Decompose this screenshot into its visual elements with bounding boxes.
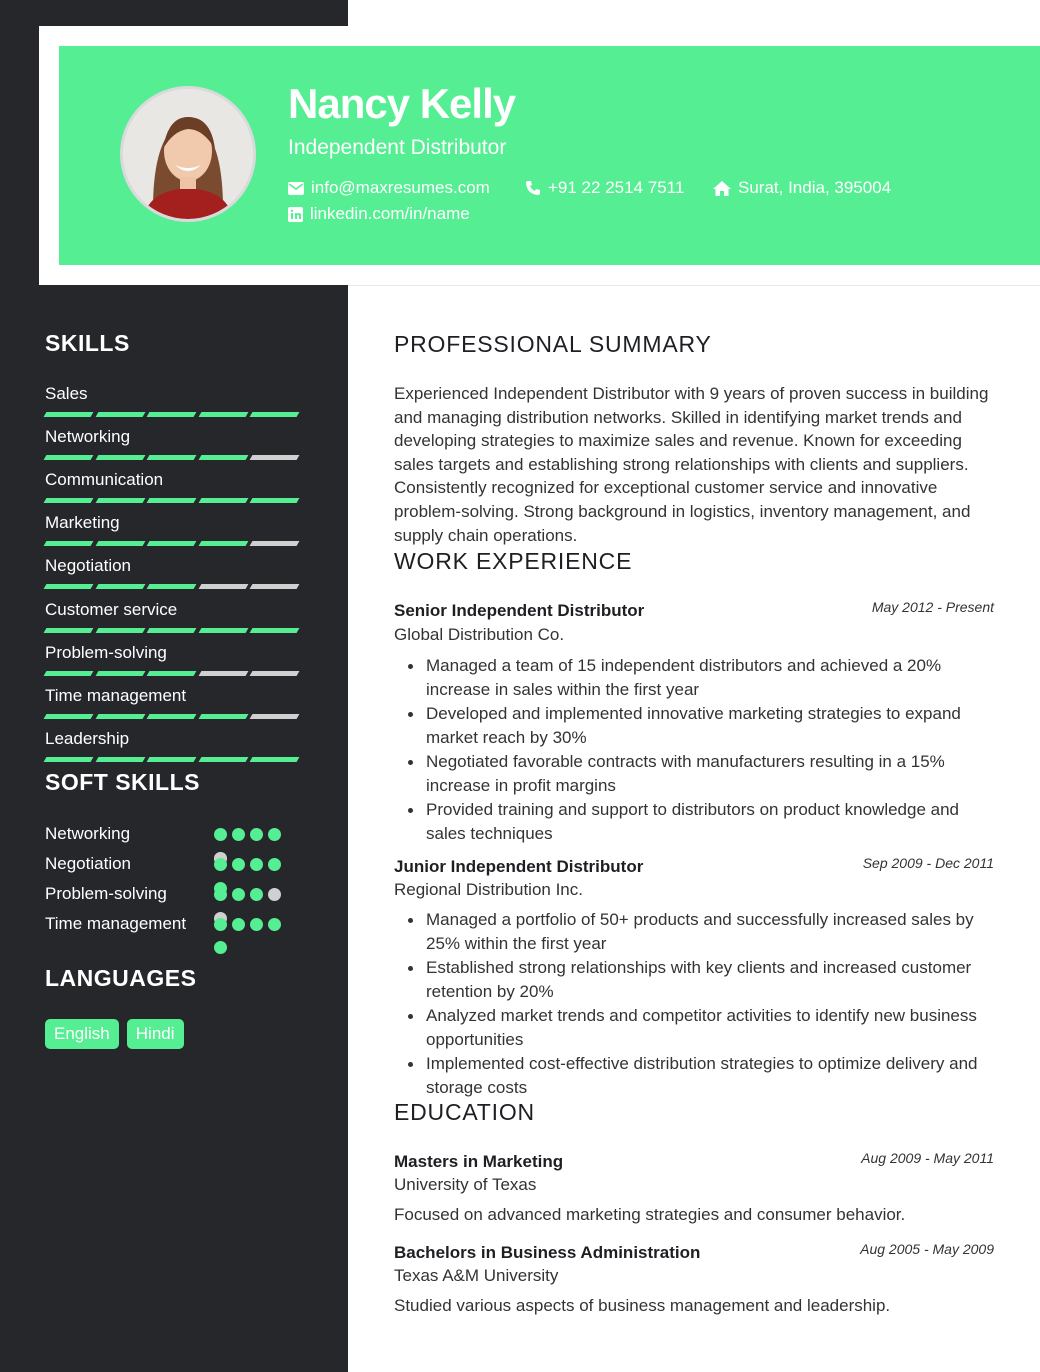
- soft-skill-name: Problem-solving: [45, 884, 167, 903]
- rating-dot: [268, 858, 281, 871]
- skill-segment-filled: [147, 412, 197, 417]
- skill-level-bar: [45, 584, 305, 589]
- skill-segment-filled: [44, 714, 94, 719]
- skill-item: [45, 599, 305, 633]
- contact-location: [713, 178, 891, 198]
- rating-dot: [232, 858, 245, 871]
- summary-heading: PROFESSIONAL SUMMARY: [394, 331, 712, 357]
- skill-segment-filled: [198, 498, 248, 503]
- rating-dot: [214, 888, 227, 901]
- skill-item: [45, 555, 305, 589]
- skill-level-bar: [45, 541, 305, 546]
- location-text: Surat, India, 395004: [738, 178, 892, 197]
- job-title: Senior Independent Distributor: [394, 601, 645, 620]
- experience-heading: WORK EXPERIENCE: [394, 548, 633, 574]
- soft-skill-item: [45, 852, 305, 876]
- skill-name: Marketing: [45, 513, 120, 532]
- skill-item: [45, 685, 305, 719]
- list-item: Implemented cost-effective distribution strategies to optimize delivery and storage costs: [394, 1052, 999, 1100]
- job-bullets: [394, 908, 999, 1100]
- skill-item: [45, 383, 305, 417]
- skill-item: [45, 469, 305, 503]
- soft-skill-item: [45, 822, 305, 846]
- skill-name: Negotiation: [45, 556, 132, 575]
- skill-segment-filled: [44, 498, 94, 503]
- skill-segment-empty: [250, 541, 300, 546]
- list-item: Managed a portfolio of 50+ products and successfully increased sales by 25% within the first year: [394, 908, 999, 956]
- education-description: Focused on advanced marketing strategies and consumer behavior.: [394, 1205, 906, 1224]
- school-name: Texas A&M University: [394, 1266, 559, 1285]
- skill-segment-empty: [250, 714, 300, 719]
- summary-text: Experienced Independent Distributor with 9 years of proven success in building and managing distribution networks. Skilled in identifying market trends and developing strategies to maximize sales and revenue. Known for exceeding sales targets and establishing strong relationships with clients and suppliers. Consistently recognized for exceptional customer service and innovative problem-solving. Strong background in logistics, inventory management, and supply chain operations.: [394, 384, 989, 545]
- skill-segment-filled: [198, 757, 248, 762]
- home-icon: [713, 181, 731, 196]
- language-tag: English: [45, 1019, 119, 1049]
- skill-segment-filled: [250, 412, 300, 417]
- skill-level-bar: [45, 671, 305, 676]
- skill-name: Sales: [45, 384, 88, 403]
- skill-segment-empty: [250, 455, 300, 460]
- education-dates: Aug 2009 - May 2011: [861, 1150, 994, 1166]
- soft-skill-name: Networking: [45, 824, 131, 843]
- rating-dot: [214, 918, 227, 931]
- soft-skill-item: [45, 912, 305, 936]
- linkedin-text: linkedin.com/in/name: [310, 204, 470, 223]
- skill-segment-filled: [95, 455, 145, 460]
- contact-phone[interactable]: [525, 178, 684, 198]
- skill-segment-filled: [95, 757, 145, 762]
- skill-level-bar: [45, 498, 305, 503]
- skill-segment-filled: [95, 541, 145, 546]
- skill-segment-filled: [95, 714, 145, 719]
- skill-level-bar: [45, 714, 305, 719]
- profile-photo: [120, 86, 256, 222]
- skill-name: Problem-solving: [45, 643, 167, 662]
- language-tag: Hindi: [127, 1019, 184, 1049]
- soft-skill-name: Negotiation: [45, 854, 132, 873]
- skill-segment-filled: [198, 714, 248, 719]
- skill-segment-filled: [198, 412, 248, 417]
- skill-segment-empty: [198, 671, 248, 676]
- skill-segment-filled: [44, 584, 94, 589]
- contact-linkedin[interactable]: [288, 204, 470, 224]
- skill-name: Customer service: [45, 600, 178, 619]
- rating-dot: [214, 858, 227, 871]
- skill-segment-filled: [95, 498, 145, 503]
- rating-dot: [232, 888, 245, 901]
- skill-item: [45, 642, 305, 676]
- candidate-name: Nancy Kelly: [288, 80, 516, 127]
- rating-dot: [250, 828, 263, 841]
- skill-segment-filled: [250, 757, 300, 762]
- skill-segment-filled: [44, 412, 94, 417]
- rating-dot: [268, 828, 281, 841]
- skill-segment-filled: [147, 541, 197, 546]
- languages-list: [45, 1019, 192, 1049]
- skill-item: [45, 426, 305, 460]
- list-item: Developed and implemented innovative marketing strategies to expand market reach by 30%: [394, 702, 999, 750]
- header-divider: [348, 285, 1040, 286]
- rating-dot: [268, 918, 281, 931]
- skill-item: [45, 728, 305, 762]
- degree-title: Masters in Marketing: [394, 1152, 564, 1171]
- rating-dot: [214, 941, 227, 954]
- skill-segment-filled: [95, 584, 145, 589]
- rating-dot: [232, 828, 245, 841]
- soft-skills-heading: SOFT SKILLS: [45, 769, 200, 795]
- skill-segment-empty: [250, 584, 300, 589]
- skill-level-bar: [45, 412, 305, 417]
- list-item: Provided training and support to distributors on product knowledge and sales techniques: [394, 798, 999, 846]
- linkedin-icon: [288, 207, 303, 222]
- skill-segment-filled: [198, 628, 248, 633]
- education-dates: Aug 2005 - May 2009: [860, 1241, 994, 1257]
- education-description: Studied various aspects of business management and leadership.: [394, 1296, 891, 1315]
- skill-segment-filled: [147, 714, 197, 719]
- skill-segment-filled: [250, 498, 300, 503]
- soft-skill-item: [45, 882, 305, 906]
- job-title: Junior Independent Distributor: [394, 857, 644, 876]
- skill-level-bar: [45, 455, 305, 460]
- education-heading: EDUCATION: [394, 1099, 535, 1125]
- list-item: Established strong relationships with key clients and increased customer retention by 20%: [394, 956, 999, 1004]
- phone-icon: [525, 180, 541, 196]
- skills-heading: SKILLS: [45, 330, 130, 356]
- soft-skill-rating: [214, 888, 286, 901]
- soft-skill-rating: [214, 828, 286, 841]
- rating-dot-off: [268, 888, 281, 901]
- job-dates: Sep 2009 - Dec 2011: [862, 855, 994, 871]
- skill-segment-filled: [147, 757, 197, 762]
- skill-segment-filled: [95, 671, 145, 676]
- rating-dot: [250, 858, 263, 871]
- skill-segment-filled: [44, 541, 94, 546]
- contact-email[interactable]: [288, 178, 490, 198]
- phone-text: +91 22 2514 7511: [548, 178, 685, 197]
- skill-segment-empty: [250, 671, 300, 676]
- skill-segment-filled: [147, 498, 197, 503]
- envelope-icon: [288, 182, 304, 195]
- skill-segment-filled: [147, 628, 197, 633]
- skill-segment-filled: [44, 757, 94, 762]
- company-name: Regional Distribution Inc.: [394, 880, 583, 899]
- rating-dot: [214, 828, 227, 841]
- company-name: Global Distribution Co.: [394, 625, 565, 644]
- skill-segment-filled: [147, 671, 197, 676]
- degree-title: Bachelors in Business Administration: [394, 1243, 701, 1262]
- email-text: info@maxresumes.com: [311, 178, 490, 197]
- skill-segment-filled: [44, 455, 94, 460]
- skill-level-bar: [45, 757, 305, 762]
- skill-segment-filled: [147, 584, 197, 589]
- skill-segment-filled: [147, 455, 197, 460]
- list-item: Negotiated favorable contracts with manufacturers resulting in a 15% increase in profit margins: [394, 750, 999, 798]
- job-bullets: [394, 654, 999, 846]
- school-name: University of Texas: [394, 1175, 537, 1194]
- skill-segment-filled: [198, 541, 248, 546]
- skill-segment-filled: [250, 628, 300, 633]
- rating-dot: [250, 888, 263, 901]
- skill-segment-filled: [44, 671, 94, 676]
- languages-heading: LANGUAGES: [45, 965, 197, 991]
- rating-dot: [232, 918, 245, 931]
- skill-item: [45, 512, 305, 546]
- list-item: Managed a team of 15 independent distributors and achieved a 20% increase in sales within the first year: [394, 654, 999, 702]
- soft-skill-rating: [214, 858, 286, 871]
- list-item: Analyzed market trends and competitor activities to identify new business opportunities: [394, 1004, 999, 1052]
- skill-name: Communication: [45, 470, 164, 489]
- skill-segment-filled: [95, 628, 145, 633]
- soft-skill-rating: [214, 918, 286, 931]
- skill-name: Networking: [45, 427, 131, 446]
- candidate-title: Independent Distributor: [288, 136, 507, 159]
- skill-name: Time management: [45, 686, 187, 705]
- skill-segment-filled: [44, 628, 94, 633]
- skill-segment-empty: [198, 584, 248, 589]
- skill-segment-filled: [198, 455, 248, 460]
- skill-level-bar: [45, 628, 305, 633]
- rating-dot: [250, 918, 263, 931]
- skill-segment-filled: [95, 412, 145, 417]
- skill-name: Leadership: [45, 729, 130, 748]
- soft-skill-name: Time management: [45, 914, 187, 933]
- job-dates: May 2012 - Present: [871, 599, 994, 615]
